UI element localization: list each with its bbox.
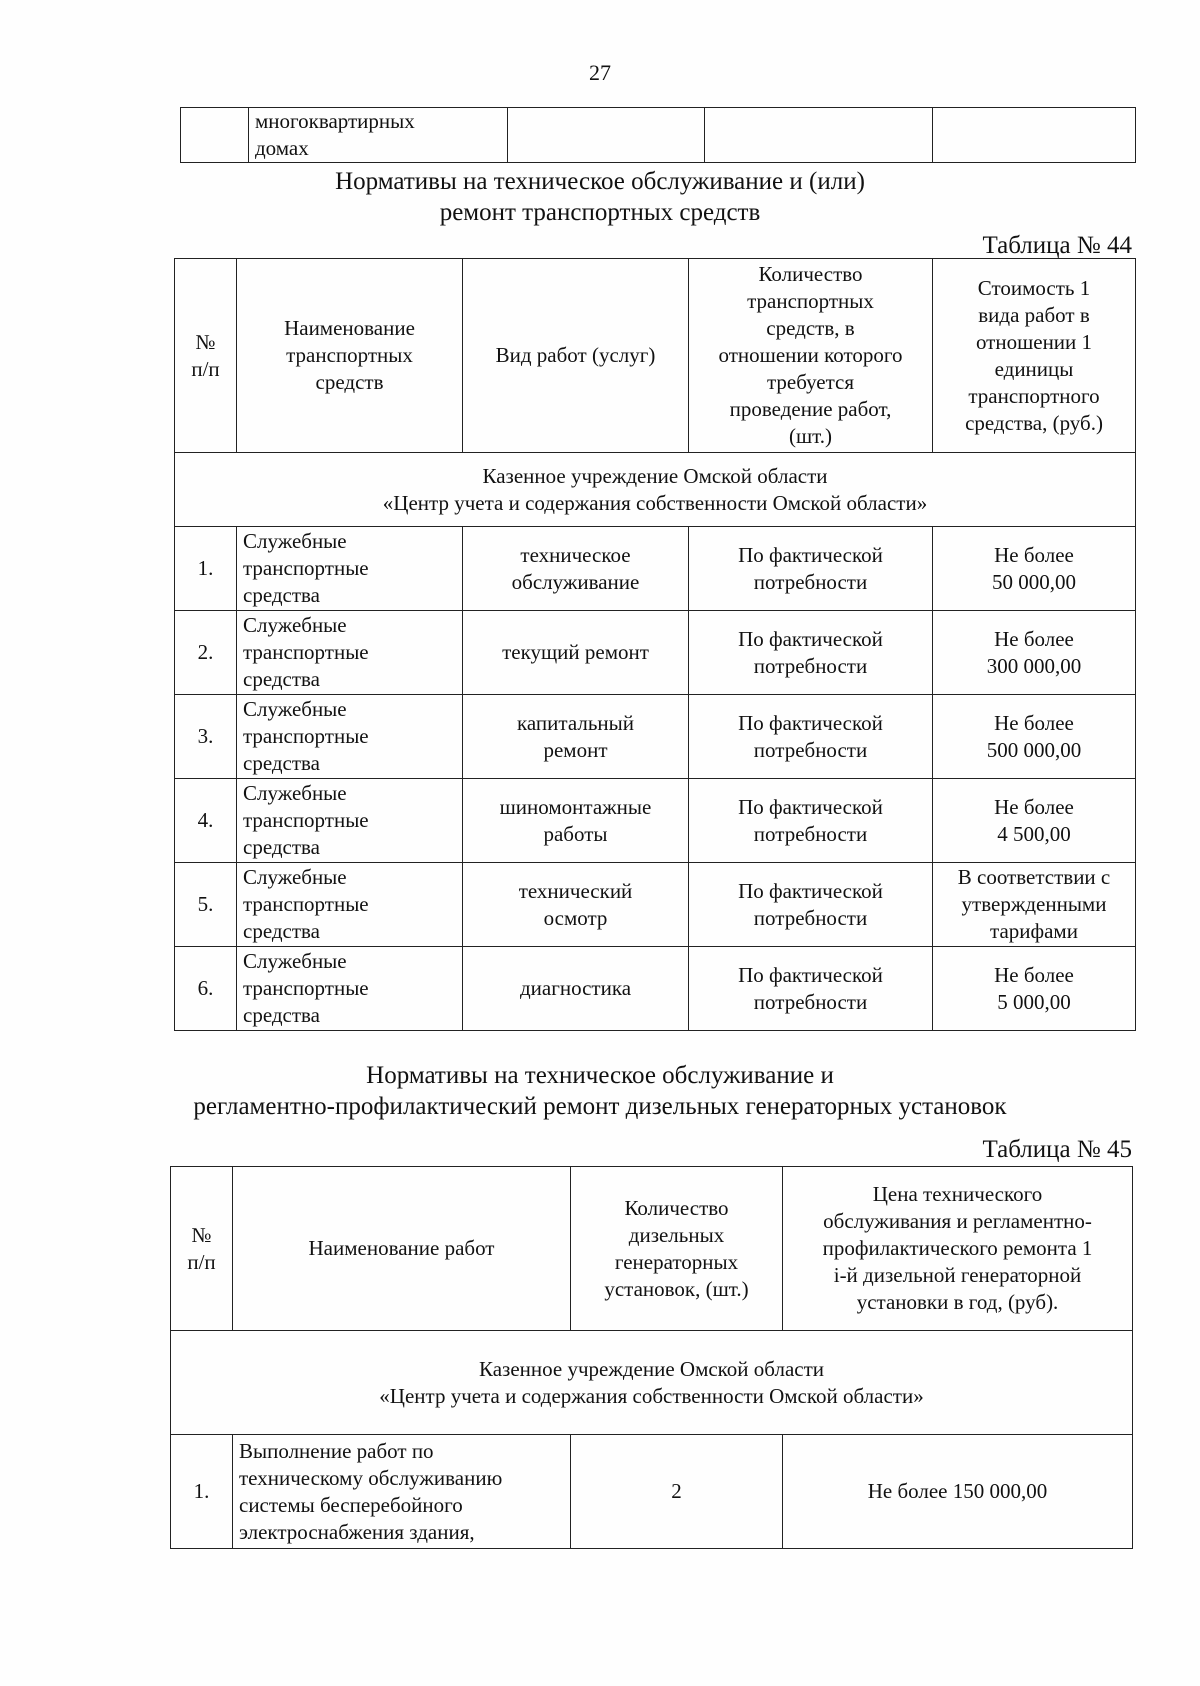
org-row [175,453,1136,527]
org-name: Казенное учреждение Омской области «Центр учета и содержания собственности Омской области» [171,1331,1133,1435]
table-row: 3. Служебные транспортные средства капитальный ремонт По фактической потребности Не более 500 000,00 [175,695,1136,779]
section1-title: Нормативы на техническое обслуживание и (или) ремонт транспортных средств [335,168,865,226]
table-44 [174,258,1136,1031]
table-row: 5. Служебные транспортные средства технический осмотр По фактической потребности В соответствии с утвержденными тарифами [175,863,1136,947]
continuation-text: многоквартирных домах [249,108,508,163]
header-work-name: Наименование работ [233,1167,571,1331]
table-header-row [171,1167,1133,1331]
header-price: Цена технического обслуживания и регламентно- профилактического ремонта 1 i-й дизельной генераторной установки в год, (руб). [783,1167,1133,1331]
header-num: № п/п [175,259,237,453]
org-row [171,1331,1133,1435]
table-row: 4. Служебные транспортные средства шиномонтажные работы По фактической потребности Не более 4 500,00 [175,779,1136,863]
table-row: 2. Служебные транспортные средства текущий ремонт По фактической потребности Не более 300 000,00 [175,611,1136,695]
continuation-table [180,107,1136,163]
table-row [181,108,1136,163]
org-name: Казенное учреждение Омской области «Центр учета и содержания собственности Омской области» [175,453,1136,527]
table-header-row [175,259,1136,453]
table-44-label: Таблица № 44 [982,232,1132,259]
header-cost: Стоимость 1 вида работ в отношении 1 единицы транспортного средства, (руб.) [933,259,1136,453]
table-45-label: Таблица № 45 [982,1136,1132,1163]
table-row: 6. Служебные транспортные средства диагностика По фактической потребности Не более 5 000,00 [175,947,1136,1031]
section2-title: Нормативы на техническое обслуживание и регламентно-профилактический ремонт дизельных генераторных установок [193,1062,1007,1120]
table-45 [170,1166,1133,1549]
table-row: 1. Служебные транспортные средства техническое обслуживание По фактической потребности Не более 50 000,00 [175,527,1136,611]
page-number: 27 [589,60,611,85]
header-work-type: Вид работ (услуг) [463,259,689,453]
header-num: № п/п [171,1167,233,1331]
header-vehicle-qty: Количество транспортных средств, в отношении которого требуется проведение работ, (шт.) [689,259,933,453]
header-vehicle-name: Наименование транспортных средств [237,259,463,453]
header-generator-qty: Количество дизельных генераторных установок, (шт.) [571,1167,783,1331]
table-row: 1. Выполнение работ по техническому обслуживанию системы бесперебойного электроснабжения здания, 2 Не более 150 000,00 [171,1435,1133,1549]
